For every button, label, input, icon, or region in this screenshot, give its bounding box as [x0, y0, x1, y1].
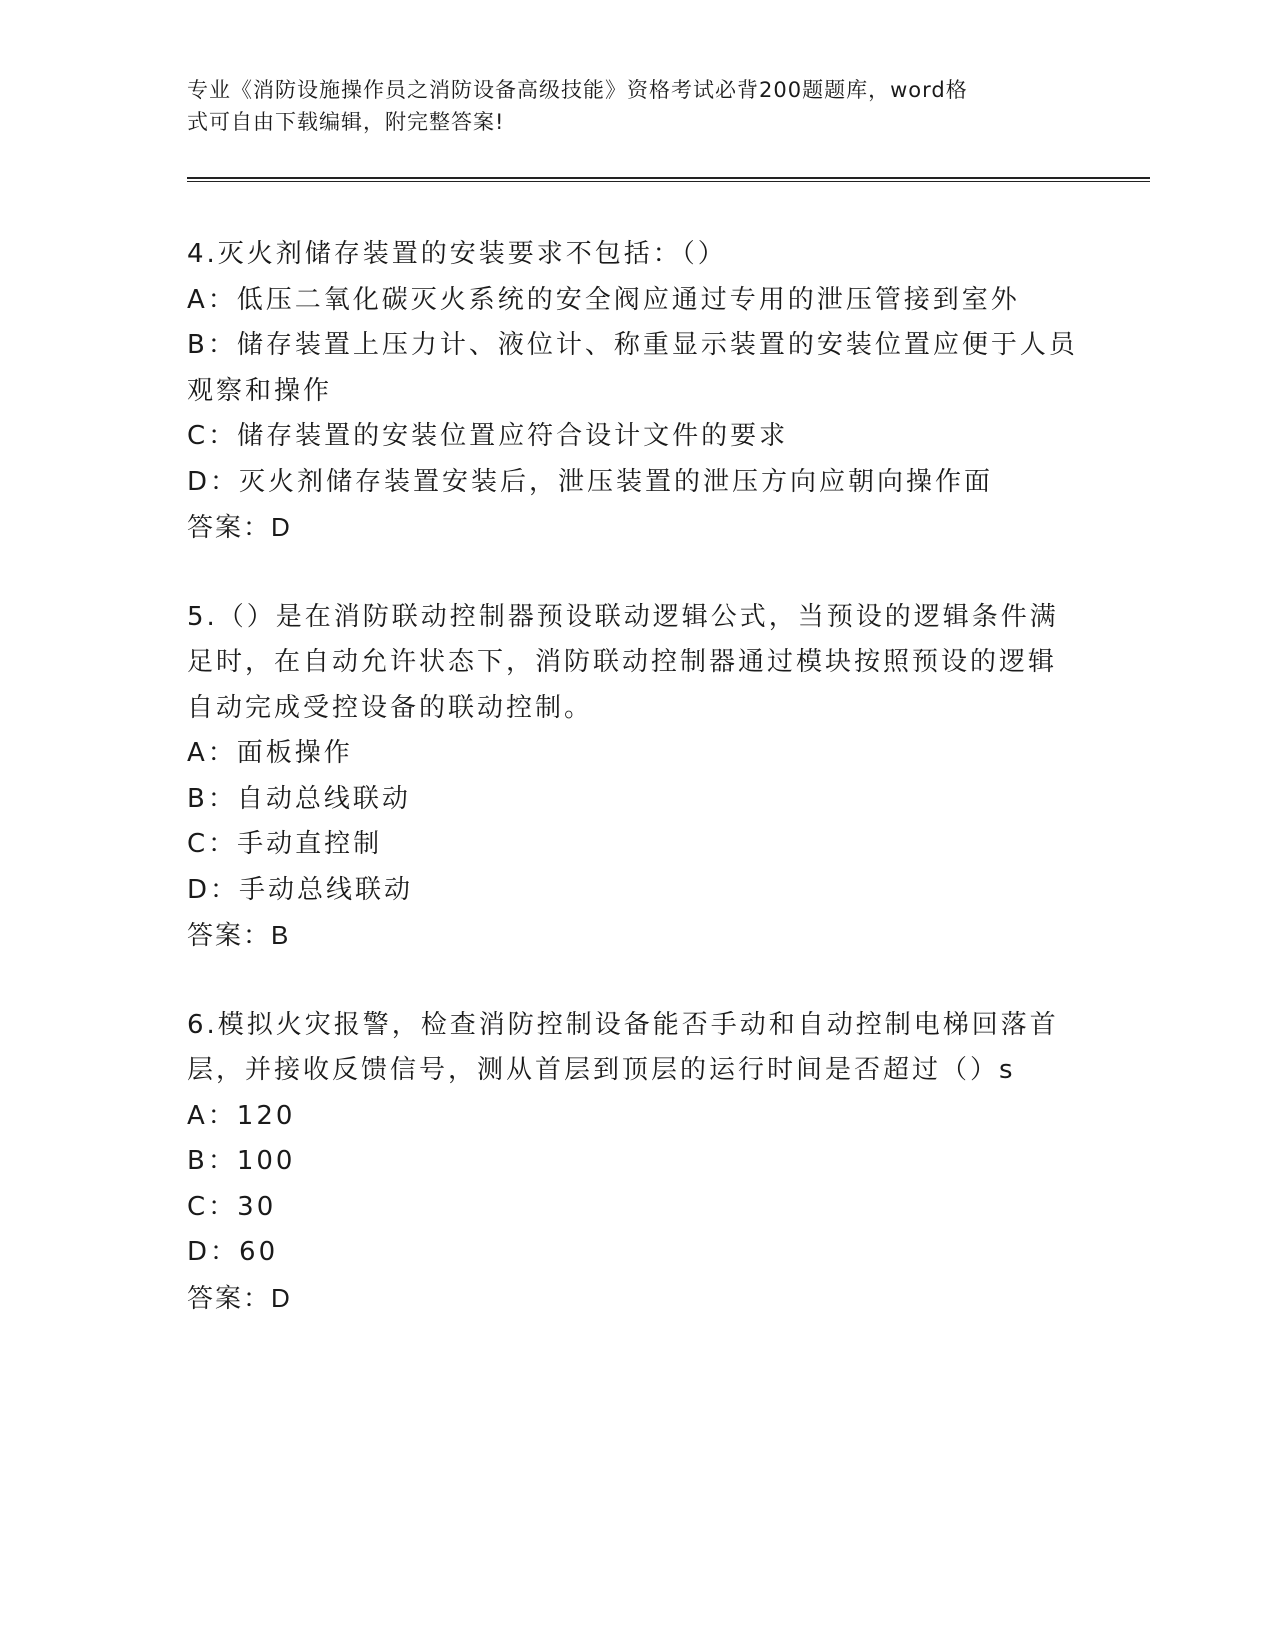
answer-line: 答案：B: [187, 920, 291, 950]
option-c: C：30: [187, 1191, 277, 1222]
option-b: B：储存装置上压力计、液位计、称重显示装置的安装位置应便于人员: [187, 330, 1078, 360]
option-c: C：储存装置的安装位置应符合设计文件的要求: [187, 421, 789, 451]
answer-line: 答案：D: [187, 512, 292, 542]
question-4: [187, 232, 1087, 551]
question-stem: 4.灭火剂储存装置的安装要求不包括：（）: [187, 239, 727, 269]
question-5: [187, 595, 1087, 959]
option-a: A：面板操作: [187, 738, 353, 768]
question-stem-continued: 自动完成受控设备的联动控制。: [187, 692, 594, 723]
question-stem-continued: 足时，在自动允许状态下，消防联动控制器通过模块按照预设的逻辑: [187, 647, 1058, 677]
question-stem: 6.模拟火灾报警，检查消防控制设备能否手动和自动控制电梯回落首: [187, 1009, 1059, 1040]
document-header: [187, 74, 1067, 138]
option-d: D：手动总线联动: [187, 874, 414, 905]
option-a: A：120: [187, 1100, 296, 1131]
header-line-2: 式可自由下载编辑，附完整答案!: [187, 110, 505, 134]
option-d: D：灭火剂储存装置安装后，泄压装置的泄压方向应朝向操作面: [187, 466, 994, 497]
header-divider: [187, 177, 1150, 182]
question-stem: 5.（）是在消防联动控制器预设联动逻辑公式，当预设的逻辑条件满: [187, 601, 1059, 632]
answer-line: 答案：D: [187, 1282, 292, 1313]
option-b-continued: 观察和操作: [187, 375, 333, 406]
question-6: [187, 1003, 1087, 1322]
option-c: C：手动直控制: [187, 829, 383, 859]
question-stem-continued: 层，并接收反馈信号，测从首层到顶层的运行时间是否超过（）s: [187, 1055, 1016, 1085]
question-list: [187, 232, 1087, 1365]
option-b: B：100: [187, 1146, 296, 1176]
header-line-1: 专业《消防设施操作员之消防设备高级技能》资格考试必背200题题库，word格: [187, 78, 968, 102]
option-a: A：低压二氧化碳灭火系统的安全阀应通过专用的泄压管接到室外: [187, 284, 1020, 315]
option-d: D：60: [187, 1237, 279, 1267]
option-b: B：自动总线联动: [187, 783, 411, 814]
